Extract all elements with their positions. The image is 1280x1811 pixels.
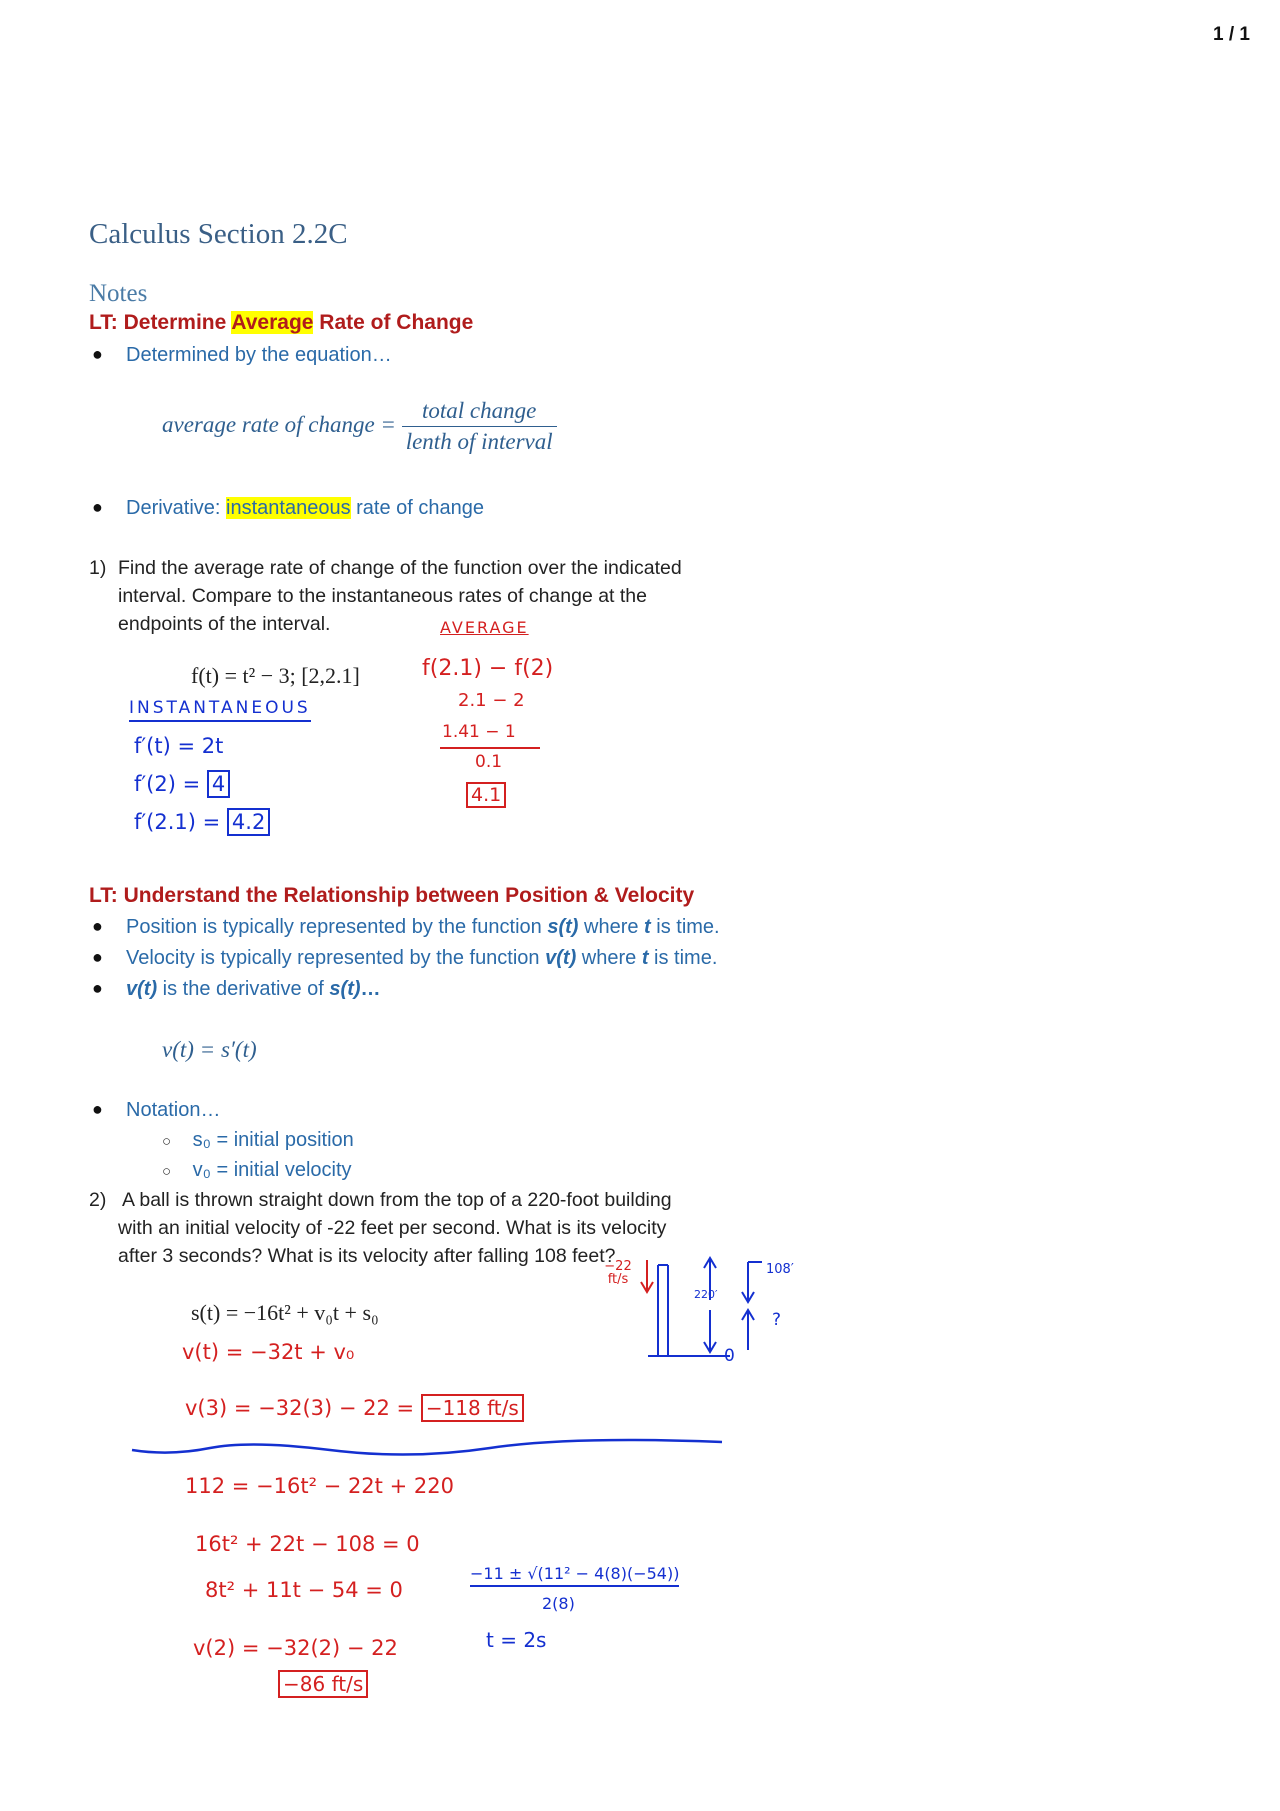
hw-v2: v(2) = −32(2) − 22 bbox=[193, 1636, 398, 1660]
notation-item-text: s₀ = initial position bbox=[192, 1129, 354, 1151]
q1-function: f(t) = t² − 3; [2,2.1] bbox=[191, 663, 360, 688]
q1-line: interval. Compare to the instantaneous rates of change at the bbox=[118, 585, 647, 607]
lt1-highlight: Average bbox=[231, 311, 314, 334]
text: s(t) bbox=[547, 916, 579, 938]
hw-diagram-zero: 0 bbox=[724, 1346, 735, 1366]
q2-number: 2) bbox=[89, 1189, 107, 1211]
notation-text: Notation… bbox=[126, 1099, 221, 1121]
text: v(t) bbox=[545, 947, 577, 969]
q1-line: Find the average rate of change of the function over the indicated bbox=[118, 557, 682, 579]
bullet-dot: ● bbox=[92, 344, 103, 364]
bullet-dot: ● bbox=[92, 947, 103, 967]
hw-velocity-function: v(t) = −32t + v₀ bbox=[182, 1340, 355, 1364]
hw-avg-denominator: 2.1 − 2 bbox=[458, 690, 525, 711]
derivative-highlight: instantaneous bbox=[226, 497, 351, 519]
notation-item-s0 bbox=[162, 1129, 354, 1152]
bullet-dot: ● bbox=[92, 916, 103, 936]
hw-f-prime-21 bbox=[134, 810, 270, 834]
hw-avg-denominator-2: 0.1 bbox=[475, 752, 503, 772]
hw-f-prime-2-left: f′(2) = bbox=[134, 772, 201, 796]
bullet-dot: ● bbox=[92, 978, 103, 998]
hw-avg-numerator: f(2.1) − f(2) bbox=[422, 656, 554, 681]
hw-instantaneous-label: INSTANTANEOUS bbox=[129, 698, 311, 722]
velocity-formula: v(t) = s′(t) bbox=[162, 1037, 257, 1062]
bullet-equation bbox=[92, 344, 392, 367]
hw-diagram-velocity: −22 ft/s bbox=[604, 1259, 632, 1287]
hw-average-label: AVERAGE bbox=[440, 618, 529, 637]
hw-f-prime-2 bbox=[134, 772, 230, 796]
q2-line: after 3 seconds? What is its velocity after falling 108 feet? bbox=[118, 1245, 616, 1267]
lt1-suffix: Rate of Change bbox=[313, 311, 474, 334]
text: is the derivative of bbox=[157, 978, 330, 1000]
bullet-notation bbox=[92, 1099, 221, 1122]
notation-item-text: v₀ = initial velocity bbox=[192, 1159, 352, 1181]
hw-equation-1: 112 = −16t² − 22t + 220 bbox=[185, 1474, 454, 1498]
text: Velocity is typically represented by the function bbox=[126, 947, 546, 969]
bullet-position bbox=[92, 916, 720, 939]
lt1-prefix: LT: Determine bbox=[89, 311, 232, 334]
average-rate-formula bbox=[162, 398, 557, 455]
bullet-velocity bbox=[92, 947, 718, 970]
formula-fraction bbox=[402, 398, 557, 455]
hw-v2-answer: −86 ft/s bbox=[278, 1670, 368, 1698]
hw-v3-answer: −118 ft/s bbox=[421, 1394, 524, 1422]
text: where bbox=[576, 947, 642, 969]
bullet-derivative-relation bbox=[92, 978, 381, 1001]
text: … bbox=[360, 978, 381, 1000]
text: s(t) bbox=[329, 978, 361, 1000]
formula-numerator: total change bbox=[402, 398, 557, 427]
q2-position-formula: s(t) = −16t² + v₀t + s₀ bbox=[191, 1300, 379, 1325]
text: v(t) bbox=[126, 978, 158, 1000]
text: where bbox=[578, 916, 645, 938]
hw-f-prime-2-value: 4 bbox=[207, 770, 230, 798]
formula-lhs: average rate of change = bbox=[162, 411, 396, 437]
derivative-suffix: rate of change bbox=[350, 497, 485, 519]
hw-diagram-220: 220′ bbox=[694, 1288, 718, 1301]
bullet-equation-text: Determined by the equation… bbox=[126, 344, 392, 366]
q2-line: with an initial velocity of -22 feet per second. What is its velocity bbox=[118, 1217, 667, 1239]
q1-line: endpoints of the interval. bbox=[118, 613, 331, 635]
hw-avg-numerator-2: 1.41 − 1 bbox=[442, 722, 516, 742]
hw-v3 bbox=[185, 1396, 524, 1420]
hw-f-prime-21-value: 4.2 bbox=[227, 808, 270, 836]
q2-line: A ball is thrown straight down from the top of a 220-foot building bbox=[122, 1189, 672, 1211]
bullet-dot: ● bbox=[92, 497, 103, 517]
hw-equation-3: 8t² + 11t − 54 = 0 bbox=[205, 1578, 403, 1602]
hw-v3-left: v(3) = −32(3) − 22 = bbox=[185, 1396, 415, 1420]
hw-equation-2: 16t² + 22t − 108 = 0 bbox=[195, 1532, 420, 1556]
formula-denominator: lenth of interval bbox=[405, 429, 553, 454]
circle-bullet-icon: ○ bbox=[162, 1133, 172, 1150]
hw-quadratic-denominator: 2(8) bbox=[542, 1594, 575, 1613]
notation-item-v0 bbox=[162, 1159, 352, 1182]
q1-text bbox=[118, 554, 682, 638]
q1-number: 1) bbox=[89, 557, 107, 579]
hw-diagram-question: ? bbox=[772, 1310, 782, 1330]
notes-heading: Notes bbox=[89, 280, 148, 307]
hw-avg-fraction-bar bbox=[440, 747, 540, 749]
hw-divider-line bbox=[130, 1432, 730, 1462]
page-title: Calculus Section 2.2C bbox=[89, 218, 348, 250]
text: t bbox=[644, 916, 651, 938]
hw-diagram-108: 108′ bbox=[766, 1262, 794, 1277]
lt-average-heading bbox=[89, 311, 473, 335]
hw-f-prime-21-left: f′(2.1) = bbox=[134, 810, 221, 834]
derivative-prefix: Derivative: bbox=[126, 497, 227, 519]
text: is time. bbox=[650, 916, 720, 938]
hw-t-value: t = 2s bbox=[486, 1628, 547, 1652]
bullet-derivative bbox=[92, 497, 485, 520]
hw-quadratic-numerator: −11 ± √(11² − 4(8)(−54)) bbox=[470, 1564, 679, 1587]
hw-avg-result: 4.1 bbox=[466, 782, 506, 808]
page-number: 1 / 1 bbox=[1213, 24, 1250, 45]
circle-bullet-icon: ○ bbox=[162, 1163, 172, 1180]
text: Position is typically represented by the function bbox=[126, 916, 548, 938]
lt-position-velocity-heading: LT: Understand the Relationship between Position & Velocity bbox=[89, 884, 695, 907]
text: is time. bbox=[648, 947, 718, 969]
bullet-dot: ● bbox=[92, 1099, 103, 1119]
text: t bbox=[641, 947, 649, 969]
hw-derivative: f′(t) = 2t bbox=[134, 734, 224, 758]
